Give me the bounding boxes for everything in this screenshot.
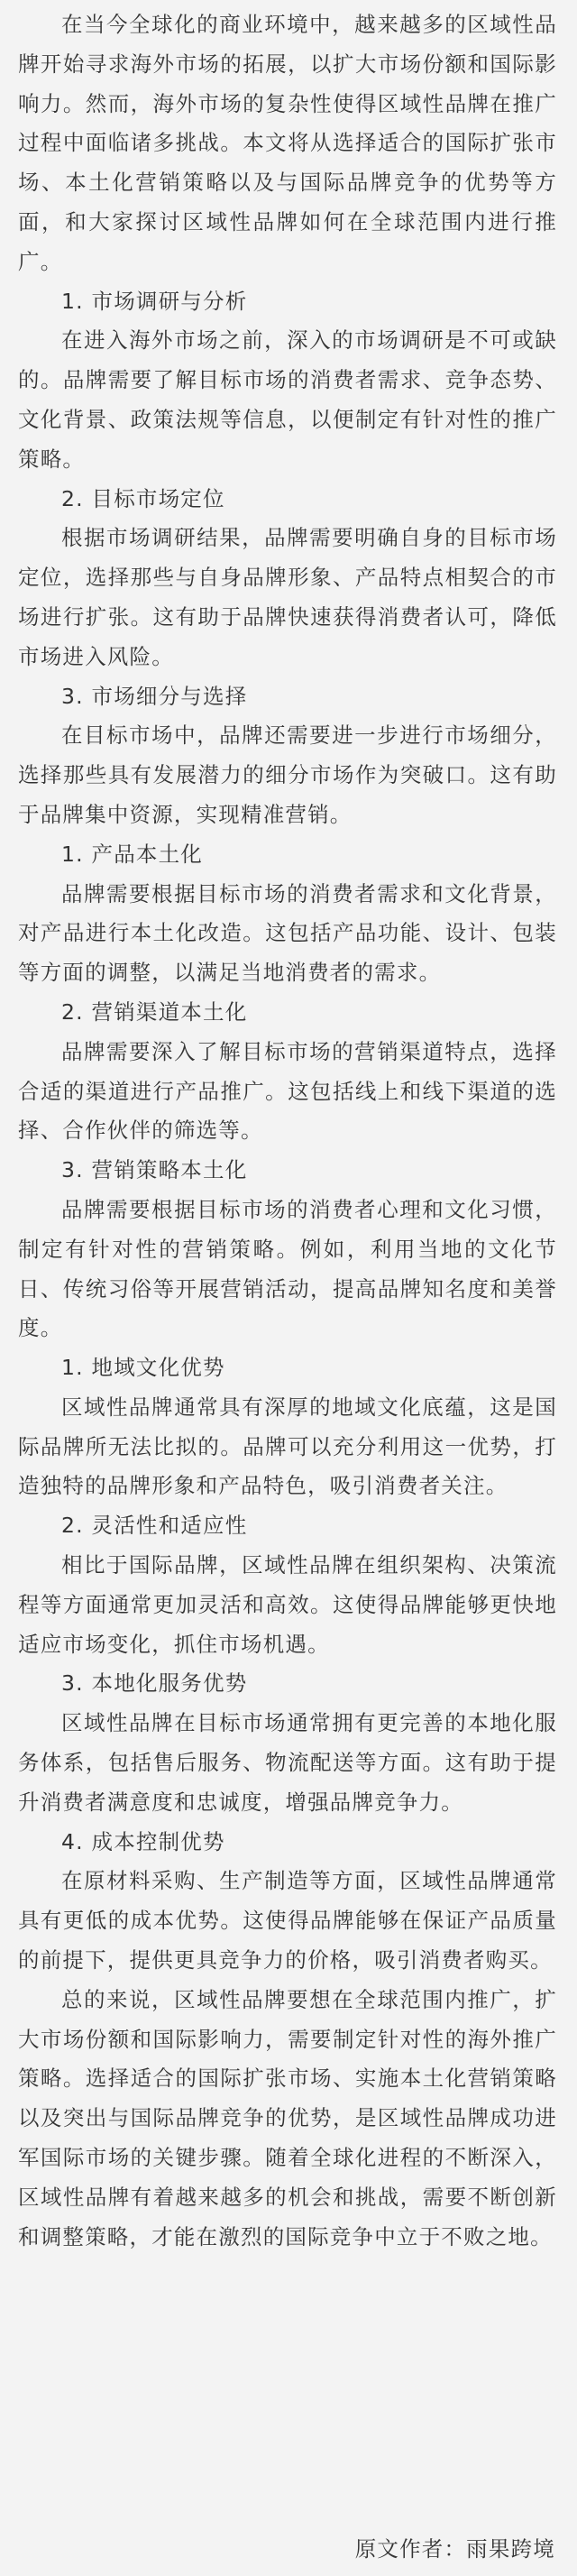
conclusion-paragraph: 总的来说，区域性品牌要想在全球范围内推广，扩大市场份额和国际影响力，需要制定针对性的海外推广策略。选择适合的国际扩张市场、实施本土化营销策略以及突出与国际品牌竞争的优势，是区域性品牌成功进军国际市场的关键步骤。随着全球化进程的不断深入，区域性品牌有着越来越多的机会和挑战，需要不断创新和调整策略，才能在激烈的国际竞争中立于不败之地。 <box>18 1986 557 2249</box>
section-paragraph: 品牌需要根据目标市场的消费者心理和文化习惯，制定有针对性的营销策略。例如，利用当地的文化节日、传统习俗等开展营销活动，提高品牌知名度和美誉度。 <box>18 1196 557 1341</box>
author-credit: 原文作者：雨果跨境 <box>354 2536 555 2562</box>
section-heading: 2. 营销渠道本土化 <box>61 998 248 1025</box>
section-paragraph: 区域性品牌在目标市场通常拥有更完善的本地化服务体系，包括售后服务、物流配送等方面。这有助于提升消费者满意度和忠诚度，增强品牌竞争力。 <box>18 1710 557 1815</box>
section-heading: 2. 目标市场定位 <box>61 485 225 511</box>
section-paragraph: 根据市场调研结果，品牌需要明确自身的目标市场定位，选择那些与自身品牌形象、产品特点相契合的市场进行扩张。这有助于品牌快速获得消费者认可，降低市场进入风险。 <box>18 525 557 669</box>
section-paragraph: 在进入海外市场之前，深入的市场调研是不可或缺的。品牌需要了解目标市场的消费者需求、竞争态势、文化背景、政策法规等信息，以便制定有针对性的推广策略。 <box>18 327 557 472</box>
section-heading: 3. 市场细分与选择 <box>61 683 248 709</box>
section-paragraph: 在目标市场中，品牌还需要进一步进行市场细分，选择那些具有发展潜力的细分市场作为突破口。这有助于品牌集中资源，实现精准营销。 <box>18 722 557 827</box>
section-paragraph: 品牌需要深入了解目标市场的营销渠道特点，选择合适的渠道进行产品推广。这包括线上和线下渠道的选择、合作伙伴的筛选等。 <box>18 1038 557 1144</box>
section-heading: 3. 本地化服务优势 <box>61 1670 248 1697</box>
section-paragraph: 相比于国际品牌，区域性品牌在组织架构、决策流程等方面通常更加灵活和高效。这使得品牌能够更快地适应市场变化，抓住市场机遇。 <box>18 1552 557 1657</box>
section-paragraph: 品牌需要根据目标市场的消费者需求和文化背景，对产品进行本土化改造。这包括产品功能、设计、包装等方面的调整，以满足当地消费者的需求。 <box>18 880 557 986</box>
section-heading: 1. 产品本土化 <box>61 841 203 867</box>
section-heading: 3. 营销策略本土化 <box>61 1157 248 1183</box>
section-heading: 1. 市场调研与分析 <box>61 288 248 314</box>
section-paragraph: 区域性品牌通常具有深厚的地域文化底蕴，这是国际品牌所无法比拟的。品牌可以充分利用这一优势，打造独特的品牌形象和产品特色，吸引消费者关注。 <box>18 1394 557 1499</box>
section-paragraph: 在原材料采购、生产制造等方面，区域性品牌通常具有更低的成本优势。这使得品牌能够在保证产品质量的前提下，提供更具竞争力的价格，吸引消费者购买。 <box>18 1868 557 1973</box>
section-heading: 2. 灵活性和适应性 <box>61 1513 248 1539</box>
intro-paragraph: 在当今全球化的商业环境中，越来越多的区域性品牌开始寻求海外市场的拓展，以扩大市场份额和国际影响力。然而，海外市场的复杂性使得区域性品牌在推广过程中面临诸多挑战。本文将从选择适合的国际扩张市场、本土化营销策略以及与国际品牌竞争的优势等方面，和大家探讨区域性品牌如何在全球范围内进行推广。 <box>18 12 557 274</box>
section-heading: 4. 成本控制优势 <box>61 1828 225 1854</box>
section-heading: 1. 地域文化优势 <box>61 1355 225 1381</box>
